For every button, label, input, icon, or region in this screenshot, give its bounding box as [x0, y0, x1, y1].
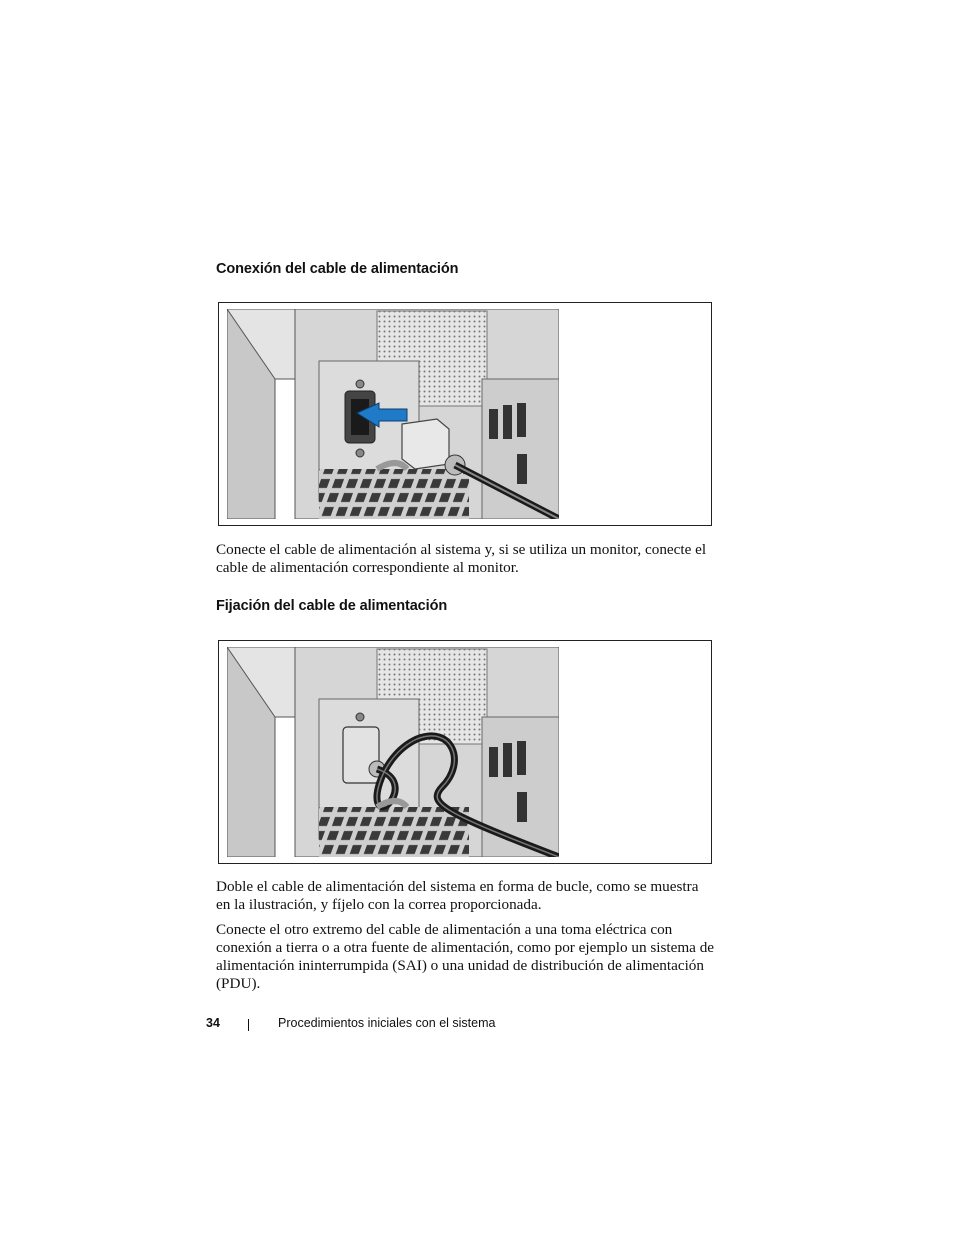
paragraph-outlet-instructions: Conecte el otro extremo del cable de alimentación a una toma eléctrica con conexión a tierra o a otra fuente de alimentación, como por ejemplo un sistema de alimentación ininterrumpida (SAI) o una unidad de distribución de alimentación (PDU).: [216, 921, 715, 992]
section-heading-secure: Fijación del cable de alimentación: [216, 598, 448, 614]
paragraph-loop-instructions: Doble el cable de alimentación del sistema en forma de bucle, como se muestra en la ilustración, y fíjelo con la correa proporcionada.: [216, 878, 699, 913]
illustration-secure-power-cable: [218, 640, 712, 864]
power-cable-connect-drawing: [227, 309, 559, 519]
illustration-connect-power-cable: [218, 302, 712, 526]
page-number: 34: [206, 1016, 220, 1030]
section-heading-connect: Conexión del cable de alimentación: [216, 261, 459, 277]
page-footer: [0, 1016, 954, 1034]
power-cable-loop-drawing: [227, 647, 559, 857]
paragraph-connect-instructions: Conecte el cable de alimentación al sistema y, si se utiliza un monitor, conecte el cable de alimentación correspondiente al monitor.: [216, 541, 707, 576]
footer-chapter-title: Procedimientos iniciales con el sistema: [278, 1016, 496, 1030]
footer-separator: [248, 1019, 249, 1031]
